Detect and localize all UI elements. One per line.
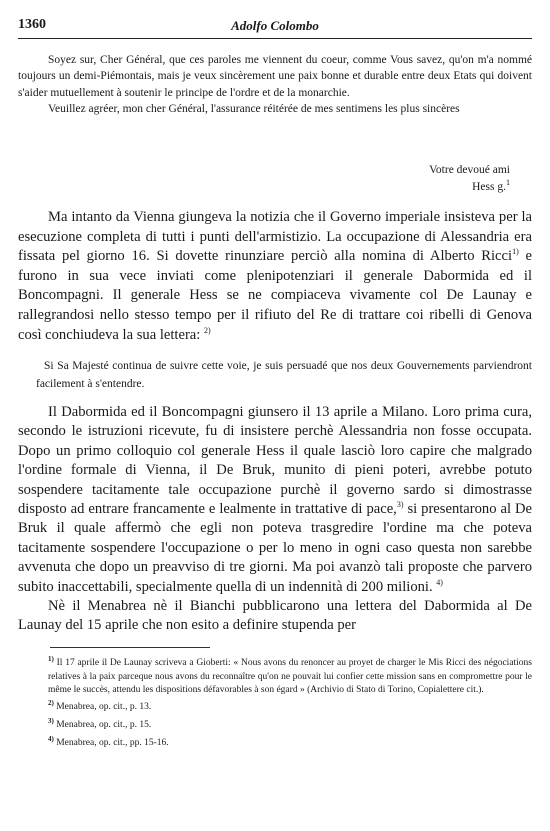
running-head: Adolfo Colombo: [231, 18, 319, 33]
footnote-text: Menabrea, op. cit., pp. 15-16.: [56, 737, 169, 748]
footnote-text: Menabrea, op. cit., p. 13.: [56, 702, 152, 713]
footnote-rule: [50, 647, 210, 648]
footnote-number: 2): [48, 699, 54, 708]
quoted-letter: [18, 52, 532, 117]
body-text: Il Dabormida ed il Boncompagni giunsero il 13 aprile a Milano. Loro prima cura, secondo le istruzioni ricevute, fu di insistere perchè Alessandria non fosse occupata. Dopo un primo colloquio col generale Hess il quale lasciò loro capire che malgrado l'ordine formale di Vienna, il De Bruk, munito di pieni poteri, avrebbe potuto sospendere tacitamente tale occupazione purchè il governo sardo si dimostrasse disposto ad entrare francamente e lealmente in trattative di pace,: [18, 404, 532, 518]
footnote-number: 3): [48, 716, 54, 725]
letter-paragraph-2: Veuillez agréer, mon cher Général, l'assurance réitérée de mes sentimens les plus sincères: [48, 102, 460, 115]
footnote-ref: 1): [512, 247, 519, 257]
signature-line-1: Votre devoué ami: [429, 164, 510, 176]
page-number: 1360: [18, 17, 46, 32]
body-paragraph-3: Nè il Menabrea nè il Bianchi pubblicarono una lettera del Dabormida al De Launay del 15 aprile che non esito a definire stupenda per: [18, 598, 532, 634]
footnote: [48, 653, 532, 697]
footnote-number: 4): [48, 734, 54, 743]
body-section-1: [18, 208, 532, 345]
signature-line-2: [429, 179, 510, 196]
letter-paragraph-1: Soyez sur, Cher Général, que ces paroles me viennent du coeur, comme Vous savez, qu'on m'a nommé toujours un demi-Piémontais, mais je veux sincèrement une paix bonne et durable entre deux Etats qui doivent s'aider mutuellement à soutenir le principe de l'ordre et de la monarchie.: [18, 54, 532, 99]
body-text: Ma intanto da Vienna giungeva la notizia che il Governo imperiale insisteva per la esecuzione completa di tutti i punti dell'armistizio. La occupazione di Alessandria era fissata pel giorno 16. Si dovette rinunziare perciò alla nomina di Alberto Ricci: [18, 209, 532, 265]
body-paragraph-2: [18, 403, 532, 597]
footnote-ref: 3): [396, 500, 404, 510]
block-quote: [36, 357, 532, 393]
footnotes: [48, 653, 532, 750]
quote-text: Si Sa Majesté continua de suivre cette voie, je suis persuadé que nos deux Gouvernements parviendront facilement à s'entendre.: [36, 360, 532, 390]
page-header: [18, 17, 532, 37]
footnote: [48, 715, 532, 733]
footnote-text: Il 17 aprile il De Launay scriveva a Gioberti: « Nous avons du renoncer au proyet de charger le Mis Ricci des négociations relatives à la paix parceque nous avons du reconnaître qu'on ne pouvait lui confier cette mission sans en compromettre pour le même le succès, attendu les dispositions défavorables à son égard » (Archivio di Stato di Torino, Copialettere cit.).: [48, 658, 533, 695]
letter-signature: [429, 162, 510, 195]
signature-ref: 1: [506, 177, 510, 187]
footnote-number: 1): [48, 655, 54, 663]
footnote: [48, 697, 532, 715]
body-text: si presentarono al De Bruk il quale affermò che egli non poteva trasgredire l'ordine ma che poteva tacitamente sospendere l'occupazione o per lo meno in ogni caso questa non sarebbe avvenuta che dopo un preavviso di tre giorni. Ma poi avanzò tali proposte che parvero subito inaccettabili, specialmente quella di un indennità di 200 milioni.: [18, 501, 532, 595]
header-rule: [18, 38, 532, 39]
signature-name: Hess g.: [472, 180, 506, 193]
footnote-text: Menabrea, op. cit., p. 15.: [56, 720, 152, 731]
body-section-2: [18, 403, 532, 636]
footnote: [48, 733, 532, 751]
footnote-ref: 2): [204, 325, 211, 335]
body-text: e furono in sua vece inviati come plenipotenziari il generale Dabormida ed il Boncompagni. Il generale Hess se ne compiaceva vivamente col De Launay e rallegrandosi nello stesso tempo per il rifiuto del Re di trattare coi ribelli di Genova così conchiudeva la sua lettera:: [18, 248, 532, 343]
footnote-ref: 4): [436, 577, 443, 587]
body-paragraph-1: [18, 208, 532, 345]
